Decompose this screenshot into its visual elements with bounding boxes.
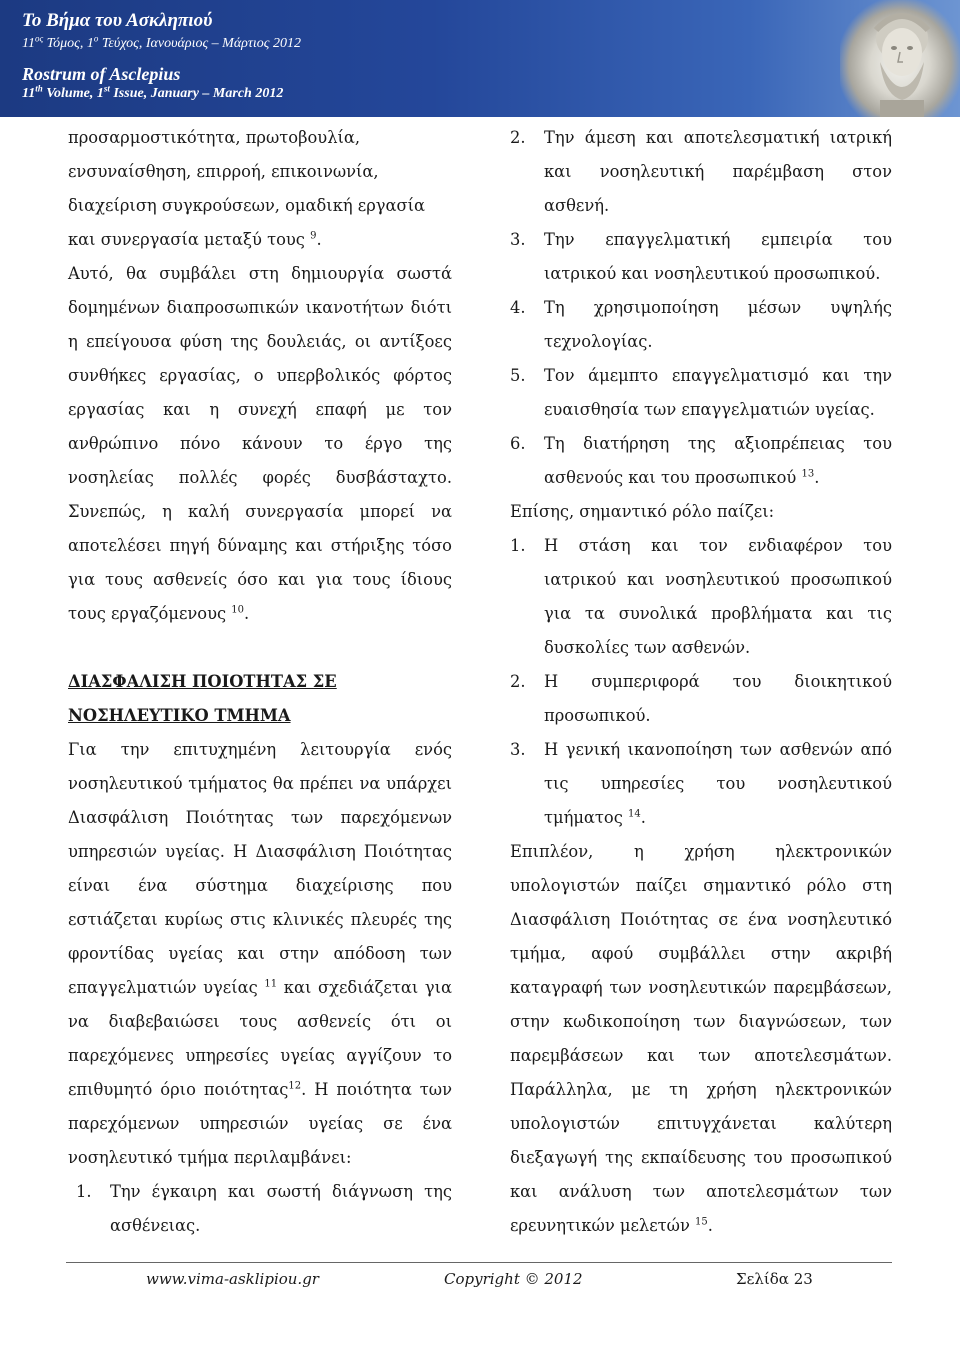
list-item — [510, 427, 892, 495]
list-text: Τη χρησιμοποίηση μέσων υψηλής τεχνολογίας. — [544, 298, 892, 351]
quality-list — [510, 121, 892, 495]
list-number: 6. — [510, 434, 526, 453]
journal-title-greek: Το Βήμα του Ασκληπιού — [22, 10, 213, 31]
list-item: 1. Την έγκαιρη και σωστή διάγνωση της ασθένειας. — [76, 1182, 452, 1235]
reference-marker: 12 — [288, 1080, 302, 1092]
list-number: 2. — [510, 672, 526, 691]
reference-marker: 10 — [231, 604, 245, 616]
footer-website-link[interactable]: www.vima-asklipiou.gr — [146, 1270, 319, 1288]
list-number: 5. — [510, 366, 526, 385]
list-text: Τη διατήρηση της αξιοπρέπειας του ασθενούς και του προσωπικού $^{13}$. — [544, 434, 892, 487]
reference-marker: 11 — [264, 978, 278, 990]
section-heading-line2: ΝΟΣΗΛΕΥΤΙΚΟ ΤΜΗΜΑ — [68, 706, 291, 725]
section-heading: ΔΙΑΣΦΑΛΙΣΗ ΠΟΙΟΤΗΤΑΣ ΣΕ — [68, 672, 337, 691]
list-number: 3. — [510, 230, 526, 249]
list-item — [510, 529, 892, 665]
journal-banner — [0, 0, 960, 117]
list-intro: Επίσης, σημαντικό ρόλο παίζει: — [510, 502, 775, 521]
asclepius-bust-icon — [840, 0, 960, 117]
list-number: 3. — [510, 740, 526, 759]
paragraph-line: και συνεργασία μεταξύ τους $^9$. — [68, 230, 322, 249]
reference-marker: 9 — [310, 230, 317, 242]
journal-title-english: Rostrum of Asclepius — [22, 64, 181, 84]
footer-divider — [66, 1262, 892, 1263]
body-paragraph: Για την επιτυχημένη λειτουργία ενός νοσηλευτικού τμήματος θα πρέπει να υπάρχει Διασφάλιση Ποιότητας των παρεχόμενων υπηρεσιών υγείας. Η Διασφάλιση Ποιότητας είναι ένα σύστημα διαχείρισης που εστιάζεται κυρίως στις κλινικές πλευρές της φροντίδας υγείας και στην απόδοση των επαγγελματιών υγείας $^{11}$ και σχεδιάζεται για να διαβεβαιώσει τους ασθενείς ότι οι παρεχόμενες υπηρεσίες υγείας αγγίζουν το επιθυμητό όριο ποιότητας$^{12}$. Η ποιότητα των παρεχόμενων υπηρεσιών υγείας σε ένα νοσηλευτικό τμήμα περιλαμβάνει: — [68, 740, 452, 1167]
issue-info-english: 11th Volume, 1st Issue, January – March 2012 — [22, 83, 284, 101]
paragraph-line: ενσυναίσθηση, επιρροή, επικοινωνία, — [68, 162, 379, 181]
paragraph-line: προσαρμοστικότητα, πρωτοβουλία, — [68, 128, 361, 147]
list-text: Την επαγγελματική εμπειρία του ιατρικού και νοσηλευτικού προσωπικού. — [544, 230, 892, 283]
left-column — [68, 121, 452, 1243]
page-number: Σελίδα 23 — [736, 1270, 813, 1288]
reference-marker: 14 — [628, 808, 641, 820]
footer-copyright: Copyright © 2012 — [444, 1270, 583, 1288]
list-number: 4. — [510, 298, 526, 317]
list-text: Η στάση και τον ενδιαφέρον του ιατρικού και νοσηλευτικού προσωπικού για τα συνολικά προβλήματα και τις δυσκολίες των ασθενών. — [544, 536, 892, 657]
list-item — [510, 733, 892, 835]
list-text: Η συμπεριφορά του διοικητικού προσωπικού. — [544, 672, 892, 725]
list-number: 1. — [510, 536, 526, 555]
issue-info-greek: $11^{o\varsigma}$ Τόμος, $1^o$ Τεύχος, Ιανουάριος – Μάρτιος 2012 — [22, 33, 301, 51]
list-text: Τον άμεμπτο επαγγελματισμό και την ευαισθησία των επαγγελματιών υγείας. — [544, 366, 892, 419]
right-column — [510, 121, 892, 1243]
body-paragraph: Αυτό, θα συμβάλει στη δημιουργία σωστά δομημένων διαπροσωπικών ικανοτήτων διότι η επείγουσα φύση της δουλειάς, οι αντίξοες συνθήκες εργασίας, ο υπερβολικός φόρτος εργασίας και η συνεχή επαφή με τον ανθρώπινο πόνο κάνουν το έργο της νοσηλείας πολλές φορές δυσβάσταχτο. Συνεπώς, η καλή συνεργασία μπορεί να αποτελέσει πηγή δύναμης και στήριξης τόσο για τους ασθενείς όσο και για τους ίδιους τους εργαζόμενους $^{10}$. — [68, 264, 452, 623]
reference-marker: 13 — [801, 468, 815, 480]
list-item — [510, 223, 892, 291]
list-item — [510, 291, 892, 359]
list-item — [510, 121, 892, 223]
paragraph-line: διαχείριση συγκρούσεων, ομαδική εργασία — [68, 196, 426, 215]
list-text: Η γενική ικανοποίηση των ασθενών από τις υπηρεσίες του νοσηλευτικού τμήματος $^{14}$. — [544, 740, 892, 827]
reference-marker: 15 — [695, 1216, 708, 1228]
body-paragraph: Επιπλέον, η χρήση ηλεκτρονικών υπολογιστών παίζει σημαντικό ρόλο στη Διασφάλιση Ποιότητας σε ένα νοσηλευτικό τμήμα, αφού συμβάλλει στην ακριβή καταγραφή των νοσηλευτικών παρεμβάσεων, στην κωδικοποίηση των διαγνώσεων, των παρεμβάσεων και των αποτελεσμάτων. Παράλληλα, με τη χρήση ηλεκτρονικών υπολογιστών επιτυγχάνεται καλύτερη διεξαγωγή της εκπαίδευσης του προσωπικού και ανάλυση των αποτελεσμάτων των ερευνητικών μελετών $^{15}$. — [510, 842, 892, 1235]
factors-list — [510, 529, 892, 835]
list-number: 2. — [510, 128, 526, 147]
list-text: Την άμεση και αποτελεσματική ιατρική και νοσηλευτική παρέμβαση στον ασθενή. — [544, 128, 892, 215]
list-item — [510, 665, 892, 733]
list-item — [510, 359, 892, 427]
